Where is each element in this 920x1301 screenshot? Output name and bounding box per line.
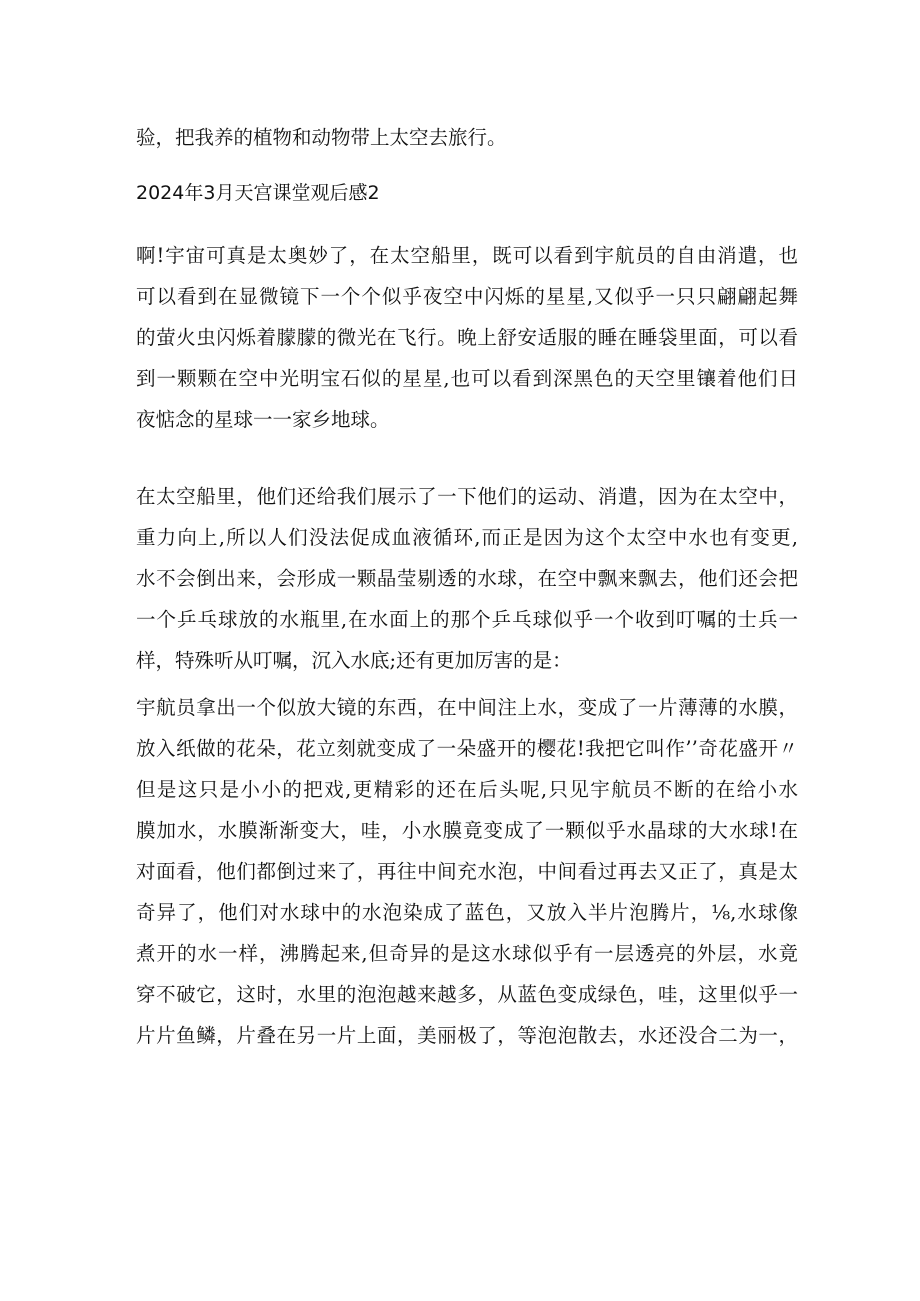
- paragraph-1-line-2: 可以看到在显微镜下一个个似乎夜空中闪烁的星星,又似乎一只只翩翩起舞: [136, 285, 798, 308]
- paragraph-3-line-3: 但是这只是小小的把戏,更精彩的还在后头呢,只见宇航员不断的在给小水: [136, 778, 798, 801]
- paragraph-1-line-4: 到一颗颗在空中光明宝石似的星星,也可以看到深黑色的天空里镶着他们日: [136, 367, 798, 390]
- paragraph-1-line-3: 的萤火虫闪烁着朦朦的微光在飞行。晚上舒安适服的睡在睡袋里面，可以看: [136, 326, 798, 349]
- paragraph-3-line-7: 煮开的水一样，沸腾起来,但奇异的是这水球似乎有一层透亮的外层，水竟: [136, 942, 798, 965]
- paragraph-3-line-5: 对面看，他们都倒过来了，再往中间充水泡，中间看过再去又正了，真是太: [136, 860, 798, 883]
- paragraph-3-line-1: 宇航员拿出一个似放大镜的东西，在中间注上水，变成了一片薄薄的水膜，: [136, 696, 798, 719]
- paragraph-3-line-6: 奇异了，他们对水球中的水泡染成了蓝色，又放入半片泡腾片，⅛,水球像: [136, 901, 798, 924]
- paragraph-3-line-9: 片片鱼鳞，片叠在另一片上面，美丽极了，等泡泡散去，水还没合二为一，: [136, 1024, 798, 1047]
- paragraph-1-line-1: 啊!宇宙可真是太奥妙了，在太空船里，既可以看到宇航员的自由消遣，也: [136, 244, 798, 267]
- intro-line: 验，把我养的植物和动物带上太空去旅行。: [136, 126, 507, 149]
- paragraph-2-line-3: 水不会倒出来，会形成一颗晶莹剔透的水球，在空中飘来飘去，他们还会把: [136, 567, 798, 590]
- paragraph-2-line-2: 重力向上,所以人们没法促成血液循环,而正是因为这个太空中水也有变更,: [136, 526, 798, 549]
- paragraph-3-line-2: 放入纸做的花朵，花立刻就变成了一朵盛开的樱花!我把它叫作’’奇花盛开〃: [136, 737, 798, 760]
- section-title: 2024年3月天宫课堂观后感2: [136, 182, 380, 204]
- paragraph-2-line-5: 样，特殊听从叮嘱，沉入水底;还有更加厉害的是：: [136, 649, 572, 672]
- paragraph-3-line-8: 穿不破它，这时，水里的泡泡越来越多，从蓝色变成绿色，哇，这里似乎一: [136, 983, 798, 1006]
- paragraph-2-line-1: 在太空船里，他们还给我们展示了一下他们的运动、消遣，因为在太空中，: [136, 485, 798, 508]
- paragraph-1-line-5: 夜惦念的星球一一家乡地球。: [136, 408, 390, 431]
- paragraph-2-line-4: 一个乒乓球放的水瓶里,在水面上的那个乒乓球似乎一个收到叮嘱的士兵一: [136, 608, 798, 631]
- paragraph-3-line-4: 膜加水，水膜渐渐变大，哇，小水膜竟变成了一颗似乎水晶球的大水球!在: [136, 819, 798, 842]
